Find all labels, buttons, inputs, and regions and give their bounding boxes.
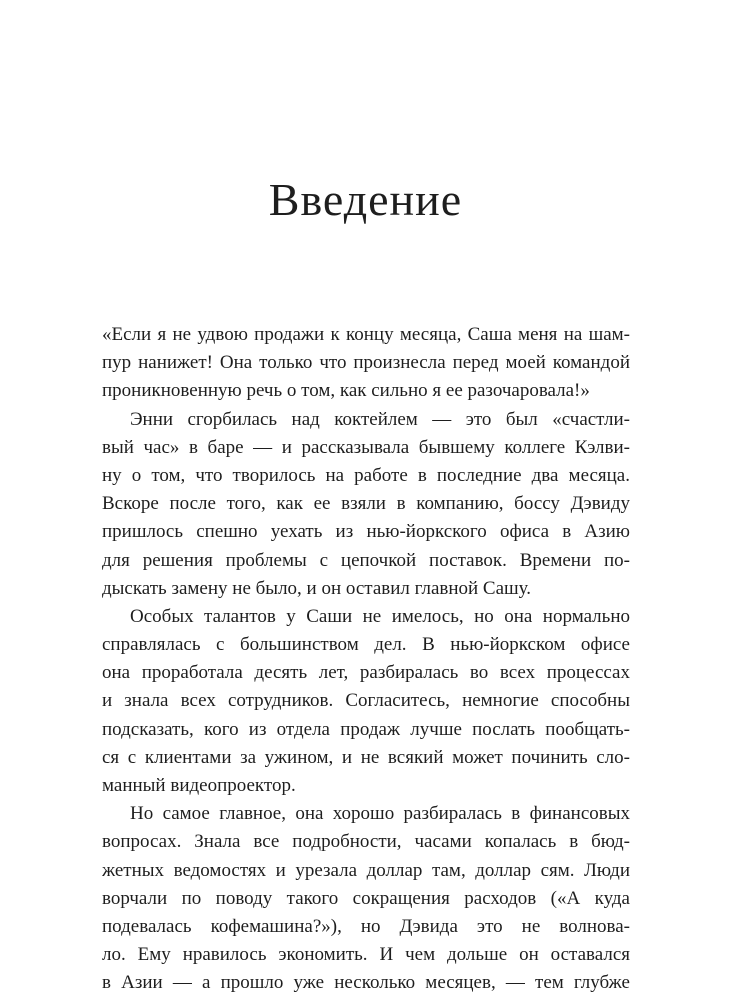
text-line: она проработала десять лет, разбиралась во всех процессах	[102, 662, 630, 684]
text-line: в Азии — а прошло уже несколько месяцев, — тем глубже	[102, 972, 630, 994]
text-line: справлялась с большинством дел. В нью-йоркском офисе	[102, 634, 630, 656]
text-line: подсказать, кого из отдела продаж лучше послать пообщать-	[102, 718, 630, 740]
body-text	[102, 321, 630, 998]
text-line: Но самое главное, она хорошо разбиралась в финансовых	[130, 803, 630, 825]
text-line: дыскать замену не было, и он оставил главной Сашу.	[102, 577, 532, 599]
text-line: ся с клиентами за ужином, и не всякий может починить сло-	[102, 746, 630, 768]
text-line: Особых талантов у Саши не имелось, но она нормально	[130, 605, 630, 627]
text-line: ну о том, что творилось на работе в последние два месяца.	[102, 464, 630, 486]
text-line: манный видеопроектор.	[102, 775, 296, 796]
text-line: Вскоре после того, как ее взяли в компанию, боссу Дэвиду	[102, 493, 630, 515]
text-line: вый час» в баре — и рассказывала бывшему коллеге Кэлви-	[102, 436, 630, 458]
text-line: «Если я не удвою продажи к концу месяца, Саша меня на шам-	[102, 324, 630, 345]
text-line: ворчали по поводу такого сокращения расходов («А куда	[102, 887, 630, 909]
text-line: вопросах. Знала все подробности, часами копалась в бюд-	[102, 831, 630, 853]
text-line: ло. Ему нравилось экономить. И чем дольше он оставался	[102, 944, 630, 966]
text-line: пур нанижет! Она только что произнесла перед моей командой	[102, 352, 630, 374]
text-line: для решения проблемы с цепочкой поставок. Времени по-	[102, 549, 630, 571]
text-line: и знала всех сотрудников. Согласитесь, немногие способны	[102, 690, 630, 712]
text-line: жетных ведомостях и урезала доллар там, доллар сям. Люди	[102, 859, 630, 881]
text-line: проникновенную речь о том, как сильно я ее разочаровала!»	[102, 380, 590, 402]
text-line: Энни сгорбилась над коктейлем — это был «счастли-	[130, 408, 630, 430]
chapter-title: Введение	[268, 174, 463, 225]
text-line: подевалась кофемашина?»), но Дэвида это не волнова-	[102, 915, 630, 937]
text-line: пришлось спешно уехать из нью-йоркского офиса в Азию	[102, 521, 630, 543]
